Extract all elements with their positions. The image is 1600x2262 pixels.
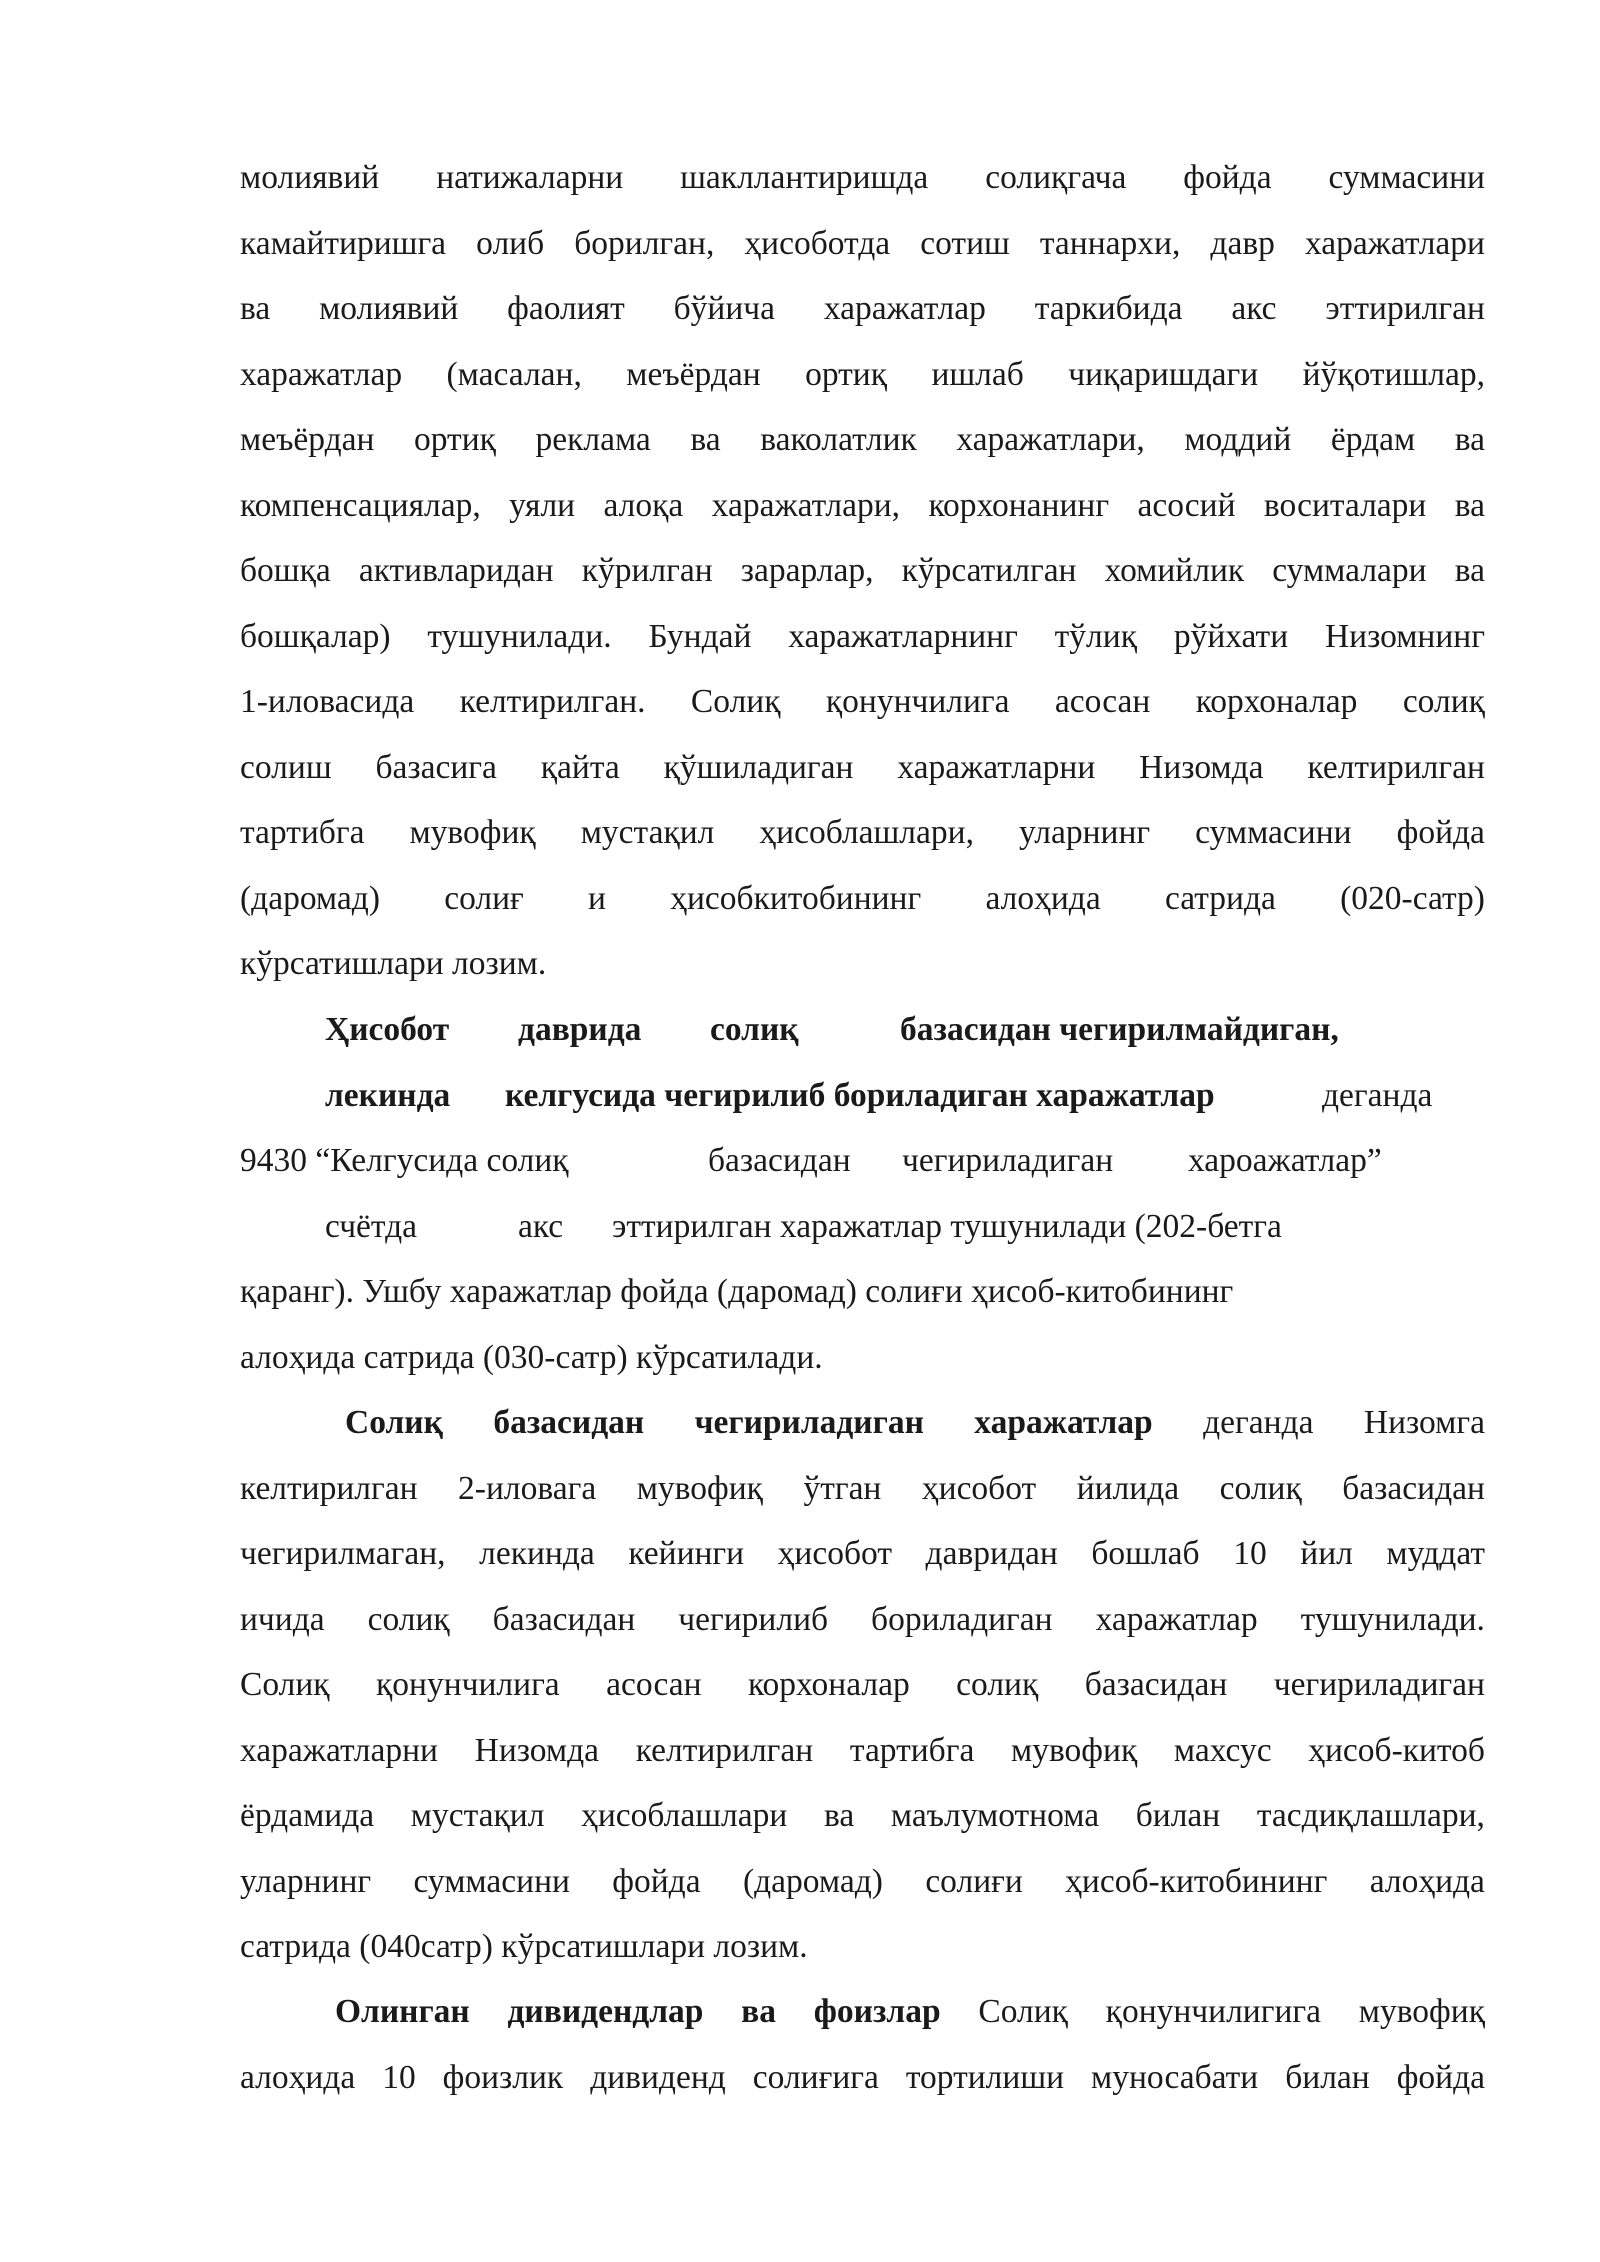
word: 1-иловасида bbox=[240, 683, 415, 720]
word: келтирилган bbox=[1307, 748, 1485, 786]
p1-line-9-justified bbox=[240, 669, 1485, 735]
p1-line-4-justified bbox=[240, 342, 1485, 408]
p4-line-1 bbox=[240, 1979, 1485, 2045]
word: сатрида bbox=[1164, 879, 1276, 917]
p1-line-2 bbox=[240, 211, 1485, 277]
word: меъёрдан bbox=[240, 421, 375, 458]
p4-w2: дивидендлар bbox=[507, 1993, 704, 2030]
word: ва bbox=[690, 421, 721, 458]
word: харажатлар bbox=[1095, 1600, 1258, 1638]
word: Солиқ bbox=[690, 683, 781, 720]
p2-line2-word1: лекинда bbox=[325, 1076, 451, 1114]
word: қўшиладиган bbox=[663, 748, 854, 786]
p3-w6: Низомга bbox=[1363, 1404, 1485, 1441]
word: рўйхати bbox=[1173, 617, 1289, 655]
word: ва bbox=[1454, 552, 1485, 589]
word: мувофиқ bbox=[1011, 1731, 1138, 1769]
word: солиқ bbox=[367, 1600, 450, 1638]
p2-line1-word2: даврида bbox=[518, 1011, 642, 1048]
word: ичида bbox=[240, 1600, 325, 1638]
word: харажатлари bbox=[1304, 224, 1485, 262]
p3-line-7-justified bbox=[240, 1783, 1485, 1849]
p1-line-10-justified bbox=[240, 735, 1485, 801]
word: базасидан bbox=[492, 1600, 636, 1638]
word: солиғи bbox=[925, 1862, 1023, 1900]
word: лекинда bbox=[479, 1535, 595, 1572]
p4-line2-justified bbox=[240, 2045, 1485, 2111]
p2-line3-word2: базасидан bbox=[708, 1142, 851, 1179]
word: Солиқ bbox=[240, 1666, 330, 1703]
word: фойда bbox=[1396, 2058, 1485, 2096]
p2-line2-bold-phrase: келгусида чегирилиб бориладиган харажатлар bbox=[505, 1076, 1215, 1114]
word: чегириладиган bbox=[1273, 1666, 1485, 1703]
word: меъёрдан bbox=[626, 355, 761, 393]
word: зарарлар, bbox=[740, 552, 874, 589]
word: фаолият bbox=[507, 290, 625, 327]
p1-line-11-justified bbox=[240, 800, 1485, 866]
word: ҳисобкитобининг bbox=[670, 879, 922, 917]
p1-line-8 bbox=[240, 604, 1485, 670]
word: ва bbox=[823, 1797, 855, 1834]
word: камайтиришга bbox=[240, 224, 447, 262]
word: бошқалар) bbox=[240, 617, 391, 655]
word: уларнинг bbox=[1018, 814, 1151, 851]
word: давр bbox=[1210, 224, 1275, 262]
word: харажатларни bbox=[240, 1731, 438, 1769]
p2-line3-word1: 9430 “Келгусида солиқ bbox=[240, 1142, 569, 1179]
p1-line-8-justified bbox=[240, 604, 1485, 670]
word: алоҳида bbox=[240, 2058, 356, 2096]
p2-line3-word3: чегириладиган bbox=[902, 1142, 1114, 1179]
p1-line-10 bbox=[240, 735, 1485, 801]
word: борилган, bbox=[574, 224, 715, 262]
word: Низомнинг bbox=[1324, 617, 1485, 655]
p3-line-4 bbox=[240, 1587, 1485, 1653]
word: бошқа bbox=[240, 552, 331, 589]
word: эттирилган bbox=[1325, 290, 1485, 327]
p3-line-5 bbox=[240, 1652, 1485, 1718]
p4-w3: ва bbox=[741, 1993, 776, 2030]
p3-line-5-justified bbox=[240, 1652, 1485, 1718]
word: уларнинг bbox=[240, 1862, 372, 1900]
word: ва bbox=[1454, 486, 1485, 524]
word: тушунилади. bbox=[427, 617, 612, 655]
word: ва bbox=[240, 290, 271, 327]
p2-line-1 bbox=[240, 997, 1485, 1063]
p4-w5: Солиқ bbox=[978, 1993, 1068, 2030]
word: (масалан, bbox=[446, 355, 582, 393]
word: тасдиқлашлари, bbox=[1256, 1797, 1485, 1834]
p3-line-2 bbox=[240, 1456, 1485, 1522]
word: қайта bbox=[540, 748, 620, 786]
word: суммасини bbox=[413, 1862, 570, 1900]
p2-line-2 bbox=[240, 1063, 1485, 1129]
word: солиқ bbox=[956, 1666, 1039, 1703]
word: алоҳида bbox=[985, 879, 1101, 917]
word: харажатлари, bbox=[956, 421, 1145, 458]
p1-line-1-justified bbox=[240, 145, 1485, 211]
p2-line-4 bbox=[240, 1194, 1485, 1260]
word: асосан bbox=[1054, 683, 1151, 720]
word: олиб bbox=[476, 224, 545, 262]
p4-w4: фоизлар bbox=[813, 1993, 941, 2030]
p1-line-6 bbox=[240, 473, 1485, 539]
word: базасидан bbox=[1084, 1666, 1228, 1703]
word: чегирилиб bbox=[678, 1600, 829, 1638]
word: ҳисоб-китоб bbox=[1308, 1731, 1485, 1769]
paragraph-3 bbox=[240, 1390, 1485, 1980]
p3-w3: чегириладиган bbox=[694, 1404, 924, 1441]
p3-line-4-justified bbox=[240, 1587, 1485, 1653]
word: асосий bbox=[1137, 486, 1236, 524]
word: корхонанинг bbox=[928, 486, 1110, 524]
p2-line4-word1: счётда bbox=[325, 1207, 418, 1245]
word: тартибга bbox=[240, 814, 365, 851]
paragraph-2 bbox=[240, 997, 1485, 1390]
word: харажатларни bbox=[897, 748, 1096, 786]
word: солиқгача bbox=[985, 159, 1127, 196]
word: йил bbox=[1300, 1535, 1353, 1572]
word: 10 bbox=[1233, 1535, 1267, 1572]
word: таннархи, bbox=[1039, 224, 1181, 262]
word: натижаларни bbox=[436, 159, 624, 196]
word: қонунчилига bbox=[825, 683, 1010, 720]
word: (даромад) bbox=[742, 1862, 883, 1900]
p3-line-2-justified bbox=[240, 1456, 1485, 1522]
word: тартибга bbox=[849, 1731, 975, 1769]
p1-line-11 bbox=[240, 800, 1485, 866]
p4-line-2 bbox=[240, 2045, 1485, 2111]
word: ҳисоботда bbox=[744, 224, 891, 262]
word: ёрдамида bbox=[240, 1797, 375, 1834]
paragraph-1 bbox=[240, 145, 1485, 997]
word: фойда bbox=[612, 1862, 701, 1900]
word: суммасини bbox=[1328, 159, 1485, 196]
word: алоқа bbox=[603, 486, 684, 524]
word: кўрилган bbox=[581, 552, 713, 589]
word: алоҳида bbox=[1369, 1862, 1485, 1900]
word: ваколатлик bbox=[760, 421, 917, 458]
word: солиғ bbox=[444, 879, 524, 917]
word: корхоналар bbox=[747, 1666, 910, 1703]
p3-line-8-justified bbox=[240, 1849, 1485, 1915]
word: Низомда bbox=[474, 1731, 600, 1769]
word: тушунилади. bbox=[1300, 1600, 1485, 1638]
word: Бундай bbox=[648, 617, 752, 655]
word: асосан bbox=[606, 1666, 702, 1703]
p3-line-3-justified bbox=[240, 1521, 1485, 1587]
word: бориладиган bbox=[871, 1600, 1053, 1638]
word: шакллантиришда bbox=[680, 159, 929, 196]
p3-line-8 bbox=[240, 1849, 1485, 1915]
p1-line-6-justified bbox=[240, 473, 1485, 539]
p4-w6: қонунчилигига bbox=[1105, 1993, 1322, 2030]
word: ҳисоблашлари, bbox=[759, 814, 974, 851]
p2-line1-word3: солиқ bbox=[710, 1011, 799, 1048]
paragraph-4 bbox=[240, 1979, 1485, 2110]
p1-line-9 bbox=[240, 669, 1485, 735]
word: маълумотнома bbox=[890, 1797, 1100, 1834]
word: мустақил bbox=[410, 1797, 545, 1834]
word: суммасини bbox=[1195, 814, 1352, 851]
p3-w4: харажатлар bbox=[974, 1404, 1153, 1441]
word: мувофиқ bbox=[636, 1469, 763, 1507]
word: харажатларнинг bbox=[788, 617, 1018, 655]
p2-line2-tail: деганда bbox=[1322, 1076, 1433, 1114]
word: билан bbox=[1135, 1797, 1221, 1834]
p3-w1: Солиқ bbox=[345, 1404, 443, 1441]
word: чегирилмаган, bbox=[240, 1535, 446, 1572]
p1-line-4 bbox=[240, 342, 1485, 408]
p1-line-12-justified bbox=[240, 866, 1485, 932]
word: ортиқ bbox=[414, 421, 496, 458]
word: солиқ bbox=[1219, 1469, 1302, 1507]
p2-line4-word3: эттирилган харажатлар тушунилади (202-бетга bbox=[612, 1207, 1282, 1245]
p3-line-6-justified bbox=[240, 1718, 1485, 1784]
word: махсус bbox=[1173, 1731, 1272, 1769]
p1-line-3 bbox=[240, 276, 1485, 342]
word: солиқ bbox=[1402, 683, 1485, 720]
word: фойда bbox=[1396, 814, 1485, 851]
word: реклама bbox=[535, 421, 651, 458]
p3-line-3 bbox=[240, 1521, 1485, 1587]
word: билан bbox=[1285, 2058, 1370, 2096]
word: компенсациялар, bbox=[240, 486, 481, 524]
p3-line-1 bbox=[240, 1390, 1485, 1456]
word: келтирилган bbox=[635, 1731, 814, 1769]
p3-last-line: сатрида (040сатр) кўрсатишлари лозим. bbox=[240, 1928, 808, 1965]
word: фоизлик bbox=[442, 2058, 564, 2096]
word: солиш bbox=[240, 748, 332, 786]
p4-w7: мувофиқ bbox=[1358, 1993, 1485, 2030]
word: харажатлар bbox=[240, 355, 403, 393]
word: харажатлари, bbox=[711, 486, 901, 524]
p3-w2: базасидан bbox=[493, 1404, 645, 1441]
word: ҳисобот bbox=[777, 1535, 892, 1572]
word: мустақил bbox=[580, 814, 715, 851]
word: солиғига bbox=[752, 2058, 879, 2096]
word: таркибида bbox=[1034, 290, 1183, 327]
p4-w1: Олинган bbox=[335, 1993, 470, 2030]
word: йилида bbox=[1076, 1469, 1180, 1507]
p3-line1-justified bbox=[345, 1390, 1485, 1456]
p3-line-6 bbox=[240, 1718, 1485, 1784]
word: хомийлик bbox=[1104, 552, 1245, 589]
p3-line-7 bbox=[240, 1783, 1485, 1849]
word: воситалари bbox=[1263, 486, 1427, 524]
word: суммалари bbox=[1272, 552, 1427, 589]
word: тўлиқ bbox=[1054, 617, 1137, 655]
word: ишлаб bbox=[931, 355, 1024, 393]
p1-line-13: кўрсатишлари лозим. bbox=[240, 945, 547, 982]
p3-w5: деганда bbox=[1203, 1404, 1314, 1441]
word: давридан bbox=[925, 1535, 1058, 1572]
word: уяли bbox=[509, 486, 576, 524]
word: бошлаб bbox=[1091, 1535, 1200, 1572]
word: дивиденд bbox=[590, 2058, 726, 2096]
word: сотиш bbox=[920, 224, 1010, 262]
word: тортилиши bbox=[905, 2058, 1065, 2096]
p2-line3-word4: хароажатлар” bbox=[1188, 1142, 1382, 1179]
word: муддат bbox=[1386, 1535, 1485, 1572]
word: акс bbox=[1231, 290, 1277, 327]
word: базасига bbox=[375, 748, 497, 786]
word: активларидан bbox=[358, 552, 554, 589]
word: базасидан bbox=[1342, 1469, 1485, 1507]
p2-line-5: қаранг). Ушбу харажатлар фойда (даромад) солиғи ҳисоб-китобининг bbox=[240, 1273, 1234, 1310]
word: 10 bbox=[382, 2058, 416, 2096]
p1-line-12 bbox=[240, 866, 1485, 932]
word: (020-сатр) bbox=[1340, 879, 1485, 917]
p4-line1-justified bbox=[335, 1979, 1485, 2045]
p1-line-7-justified bbox=[240, 538, 1485, 604]
word: мувофиқ bbox=[409, 814, 536, 851]
word: и bbox=[588, 879, 606, 917]
word: молиявий bbox=[319, 290, 459, 327]
p1-line-1 bbox=[240, 145, 1485, 211]
word: молиявий bbox=[240, 159, 380, 196]
word: 2-иловага bbox=[458, 1469, 597, 1507]
word: ҳисоблашлари bbox=[581, 1797, 788, 1834]
p1-line-3-justified bbox=[240, 276, 1485, 342]
p2-line-6: алоҳида сатрида (030-сатр) кўрсатилади. bbox=[240, 1338, 823, 1376]
word: келтирилган bbox=[240, 1469, 418, 1507]
word: қонунчилига bbox=[376, 1666, 560, 1703]
word: харажатлар bbox=[823, 290, 986, 327]
word: чиқаришдаги bbox=[1068, 355, 1259, 393]
p2-line-3 bbox=[240, 1128, 1485, 1194]
word: фойда bbox=[1183, 159, 1272, 196]
p1-line-5 bbox=[240, 407, 1485, 473]
p1-line-2-justified bbox=[240, 211, 1485, 277]
word: ёрдам bbox=[1330, 421, 1416, 458]
p2-line1-word1: Ҳисобот bbox=[325, 1011, 450, 1048]
word: муносабати bbox=[1091, 2058, 1259, 2096]
word: корхоналар bbox=[1195, 683, 1358, 720]
word: кейинги bbox=[628, 1535, 745, 1572]
p3-body-lines bbox=[240, 1456, 1485, 1915]
word: кўрсатилган bbox=[901, 552, 1077, 589]
p1-line-5-justified bbox=[240, 407, 1485, 473]
word: ҳисоб-китобининг bbox=[1065, 1862, 1328, 1900]
p2-line4-word2: акс bbox=[518, 1207, 564, 1245]
word: (даромад) bbox=[240, 879, 380, 917]
word: моддий bbox=[1184, 421, 1292, 458]
word: ўтган bbox=[803, 1469, 882, 1507]
word: келтирилган. bbox=[459, 683, 646, 720]
word: ҳисобот bbox=[921, 1469, 1037, 1507]
p2-line1-word4: базасидан чегирилмайдиган, bbox=[900, 1011, 1339, 1048]
word: Низомда bbox=[1139, 748, 1264, 786]
p1-line-7 bbox=[240, 538, 1485, 604]
word: ва bbox=[1454, 421, 1485, 458]
word: йўқотишлар, bbox=[1302, 355, 1485, 393]
word: ортиқ bbox=[805, 355, 888, 393]
word: бўйича bbox=[673, 290, 775, 327]
